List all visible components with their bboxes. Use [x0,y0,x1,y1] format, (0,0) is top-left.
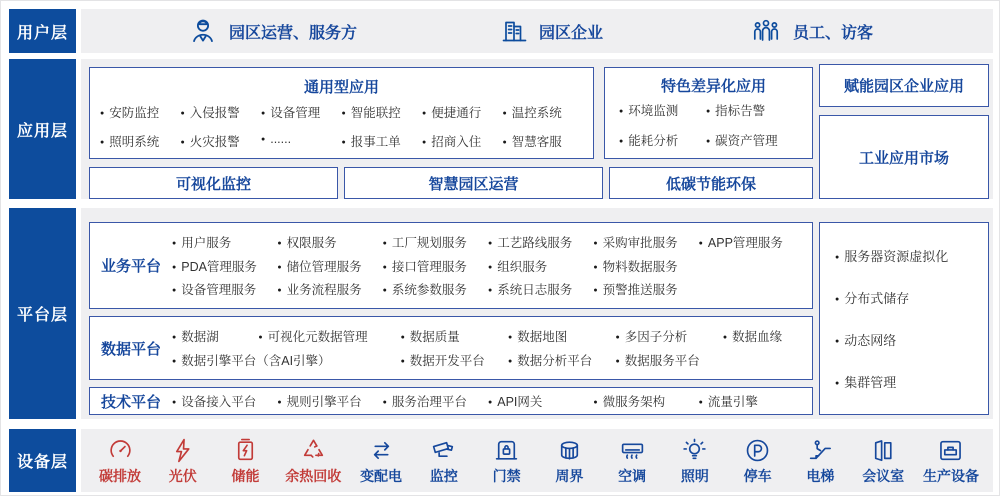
visual-monitoring-box: 可视化监控 [89,167,338,199]
special-apps-title: 特色差异化应用 [660,78,766,95]
sidebar-label-user-layer: 用户层 [9,9,76,53]
infra-item: ● 服务器资源虚拟化 [835,246,988,265]
sidebar-label-app-layer: 应用层 [9,59,76,199]
worker-icon [187,15,219,47]
special-apps-grid [619,101,808,149]
app-item: ● 报事工单 [342,132,423,150]
service-item: ● 规则引擎平台 [277,392,382,410]
escalator-icon [807,437,834,464]
service-item: ● 数据服务平台 [615,351,722,369]
service-item: ● 采购审批服务 [593,233,698,251]
service-item: ● 可视化元数据管理 [258,327,400,345]
app-item: ● 招商入住 [422,132,503,150]
tech-platform-title: 技术平台 [100,393,161,411]
service-item: ● 数据质量 [401,327,508,345]
device-elevator: 电梯 [797,437,843,486]
general-apps-box [89,67,594,159]
business-platform-box [89,222,813,309]
data-platform-box [89,316,813,380]
user-group-operators [187,9,357,53]
app-item: ● 能耗分析 [619,131,706,149]
service-item: ● 数据地图 [508,327,615,345]
app-item: ● 指标告警 [706,101,808,119]
general-apps-grid [100,103,583,150]
device-parking: 停车 [735,437,781,486]
app-item: ● 设备管理 [261,103,342,121]
device-energy-storage: 储能 [223,437,269,486]
light-bulb-icon [681,437,708,464]
gauge-icon [107,437,134,464]
exchange-arrows-icon [368,437,395,464]
service-item: ● 物料数据服务 [593,257,698,275]
data-services-grid [172,321,804,375]
general-apps-title: 通用型应用 [303,79,379,96]
service-item: ● PDA管理服务 [172,257,277,275]
infra-item: ● 集群管理 [835,372,988,391]
user-group-enterprises [499,9,603,53]
service-item: ● 系统日志服务 [488,280,593,298]
user-group-label: 员工、访客 [793,24,874,42]
grid-spacer [699,257,804,275]
service-item: ● 权限服务 [277,233,382,251]
app-item: ● ...... [261,132,342,150]
service-item: ● 业务流程服务 [277,280,382,298]
device-waste-heat-recovery: 余热回收 [285,437,341,486]
service-item: ● 多因子分析 [615,327,722,345]
service-item: ● 组织服务 [488,257,593,275]
sidebar-label-device-layer: 设备层 [9,429,76,492]
air-conditioner-icon [619,437,646,464]
industrial-app-market-box: 工业应用市场 [819,115,989,199]
door-access-icon [493,437,520,464]
app-item: ● 照明系统 [100,132,181,150]
device-power-distribution: 变配电 [358,437,404,486]
app-item: ● 入侵报警 [181,103,262,121]
service-item: ● 用户服务 [172,233,277,251]
service-item: ● API网关 [488,392,593,410]
grid-spacer [723,351,804,369]
service-item: ● 设备接入平台 [172,392,277,410]
device-perimeter: 周界 [546,437,592,486]
infrastructure-box [819,222,989,415]
cctv-icon [430,437,457,464]
app-item: ● 智能联控 [342,103,423,121]
infra-item: ● 分布式储存 [835,288,988,307]
service-item: ● 数据血缘 [723,327,804,345]
sidebar-label-platform-layer: 平台层 [9,208,76,419]
battery-storage-icon [232,437,259,464]
solar-lightning-icon [169,437,196,464]
meeting-room-icon [870,437,897,464]
parking-icon [744,437,771,464]
data-platform-title: 数据平台 [100,340,161,358]
infra-item: ● 动态网络 [835,330,988,349]
service-item: ● 工艺路线服务 [488,233,593,251]
tech-platform-box [89,387,813,415]
user-group-label: 园区企业 [539,24,604,42]
recycle-icon [300,437,327,464]
app-item: ● 温控系统 [503,103,584,121]
device-production-equipment: 生产设备 [923,437,979,486]
people-icon [749,16,783,46]
device-carbon-emission: 碳排放 [97,437,143,486]
service-item: ● 预警推送服务 [593,280,698,298]
service-item: ● APP管理服务 [699,233,804,251]
device-meeting-room: 会议室 [860,437,906,486]
device-lighting: 照明 [672,437,718,486]
user-group-label: 园区运营、服务方 [229,24,358,42]
device-access-control: 门禁 [484,437,530,486]
device-surveillance: 监控 [421,437,467,486]
perimeter-icon [556,437,583,464]
service-item: ● 数据开发平台 [401,351,508,369]
service-item: ● 数据引擎平台（含AI引擎） [172,351,401,369]
grid-spacer [699,280,804,298]
production-machine-icon [937,437,964,464]
service-item: ● 储位管理服务 [277,257,382,275]
device-row [81,429,993,492]
app-item: ● 便捷通行 [422,103,503,121]
service-item: ● 数据湖 [172,327,258,345]
tech-services-grid [172,392,804,410]
service-item: ● 系统参数服务 [383,280,488,298]
service-item: ● 设备管理服务 [172,280,277,298]
building-icon [499,16,529,46]
device-air-conditioning: 空调 [609,437,655,486]
app-item: ● 火灾报警 [181,132,262,150]
app-item: ● 碳资产管理 [706,131,808,149]
business-platform-title: 业务平台 [100,258,161,275]
app-item: ● 安防监控 [100,103,181,121]
device-solar: 光伏 [160,437,206,486]
user-group-staff-visitors [749,9,873,53]
service-item: ● 接口管理服务 [383,257,488,275]
business-services-grid [172,227,804,304]
special-apps-box [604,67,813,159]
smart-park-operation-box: 智慧园区运营 [344,167,603,199]
app-item: ● 环境监测 [619,101,706,119]
service-item: ● 流量引擎 [699,392,804,410]
service-item: ● 数据分析平台 [508,351,615,369]
service-item: ● 服务治理平台 [383,392,488,410]
app-item: ● 智慧客服 [503,132,584,150]
service-item: ● 工厂规划服务 [383,233,488,251]
low-carbon-box: 低碳节能环保 [609,167,813,199]
enable-enterprise-apps-box: 赋能园区企业应用 [819,64,989,107]
service-item: ● 微服务架构 [593,392,698,410]
